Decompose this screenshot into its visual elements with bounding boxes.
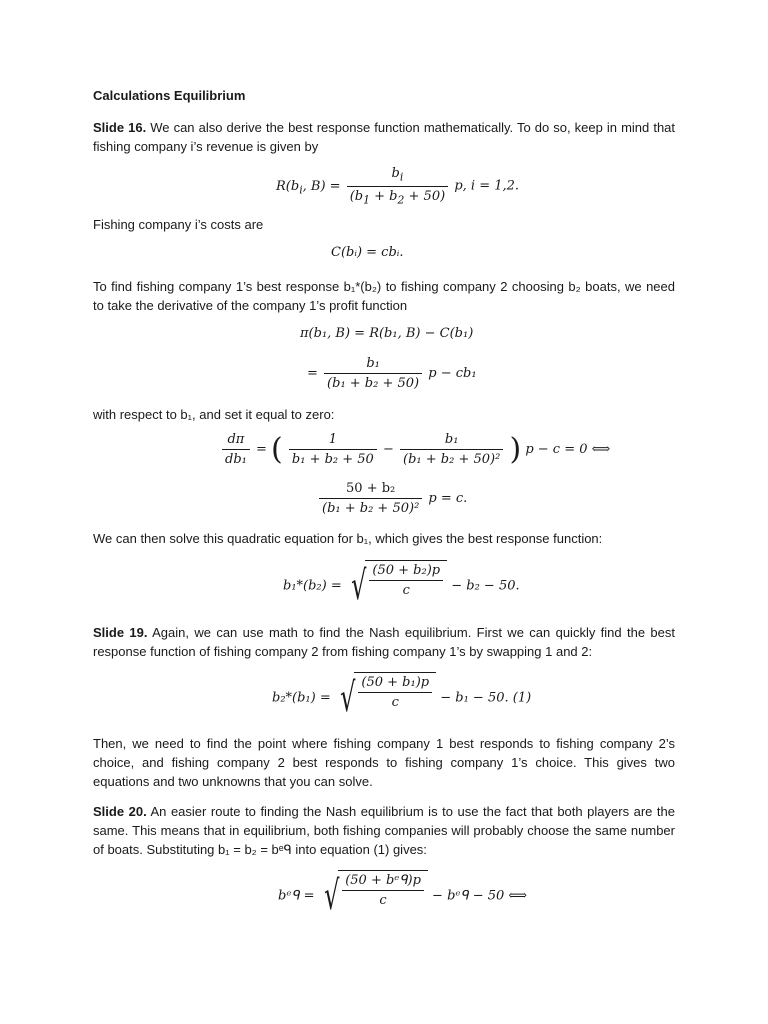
slide19-text: Again, we can use math to find the Nash equilibrium. First we can quickly find the best response function of fishing company 2 from fishing company 1’s by swapping 1 and 2: [93, 625, 675, 659]
sqrt-br2: √ $\frac{\text{(50 + b₁)p}}{c}$ [335, 672, 436, 724]
equation-cost: C(bᵢ) = cbᵢ. [331, 245, 404, 260]
revenue-lhs: $R(b_i$, B) = [276, 178, 341, 197]
slide16-label: Slide 16. [93, 120, 147, 135]
equation-best-response-2: b₂*(b₁) = √ $\frac{\text{(50 + b₁)p}}{c}$ − b₁ − 50. (1) [272, 672, 531, 724]
equation-revenue [276, 166, 519, 206]
equation-best-response-1: b₁*(b₂) = √ $\frac{\text{(50 + b₂)p}}{c}$ − b₂ − 50. [283, 560, 520, 612]
wrt-paragraph: with respect to b₁, and set it equal to zero: [93, 407, 335, 422]
slide19-label: Slide 19. [93, 625, 148, 640]
revenue-tail: p, i = 1,2. [454, 178, 520, 194]
profit-fraction: $\frac{\text{b₁}}{\text{(b₁ + b₂ + 50)}}$ [324, 356, 422, 391]
slide20-text: An easier route to finding the Nash equilibrium is to use the fact that both players are the same. This means that in equilibrium, both fishing companies will probably choose the same number of boats. Substituting b₁ = b₂ = bᵉᑫ into equation (1) gives: [93, 804, 676, 857]
best-response-paragraph: To find fishing company 1’s best response b₁*(b₂) to fishing company 2 choosing b₂ boats, we need to take the derivative of the company 1’s profit function [93, 279, 675, 313]
slide20-paragraph [93, 802, 675, 859]
revenue-fraction: $\frac{b_i}{(b_1 + b_2 + 50)}$ [347, 166, 448, 206]
slide16-paragraph [93, 118, 675, 156]
section-heading: Calculations Equilibrium [93, 88, 246, 103]
sqrt-br1: √ $\frac{\text{(50 + b₂)p}}{c}$ [346, 560, 447, 612]
sqrt-beq: √ $\frac{\text{(50 + bᵉᑫ)p}}{c}$ [319, 870, 428, 922]
slide19-paragraph [93, 623, 675, 661]
slide16-text: We can also derive the best response function mathematically. To do so, keep in mind that fishing company i’s revenue is given by [93, 120, 676, 154]
costs-paragraph: Fishing company i’s costs are [93, 217, 264, 232]
equation-profit-1: π(b₁, B) = R(b₁, B) − C(b₁) [300, 326, 474, 341]
slide20-label: Slide 20. [93, 804, 147, 819]
equation-beq: bᵉᑫ = √ $\frac{\text{(50 + bᵉᑫ)p}}{c}$ − bᵉᑫ − 50 ⟺ [278, 870, 527, 922]
equation-derivative-2: $\frac{\text{50 + b₂}}{\text{(b₁ + b₂ + 50)²}}$ p = c. [317, 481, 467, 516]
equation-derivative: $\frac{d\pi}{\text{db₁}}$ = ( $\frac{1}{\text{b₁ + b₂ + 50}}$ − $\frac{\text{b₁}}{\text{(b₁ + b₂ + 50)²}}$ ) p − c = 0 ⟺ [220, 432, 610, 467]
solve-paragraph: We can then solve this quadratic equation for b₁, which gives the best response function: [93, 531, 603, 546]
equation-profit-2: = $\frac{\text{b₁}}{\text{(b₁ + b₂ + 50)}}$ p − cb₁ [307, 356, 477, 391]
then-paragraph: Then, we need to find the point where fishing company 1 best responds to fishing company 2’s choice, and fishing company 2 best responds to fishing company 1’s choice. This gives two equations and two unknowns that you can solve. [93, 736, 675, 789]
